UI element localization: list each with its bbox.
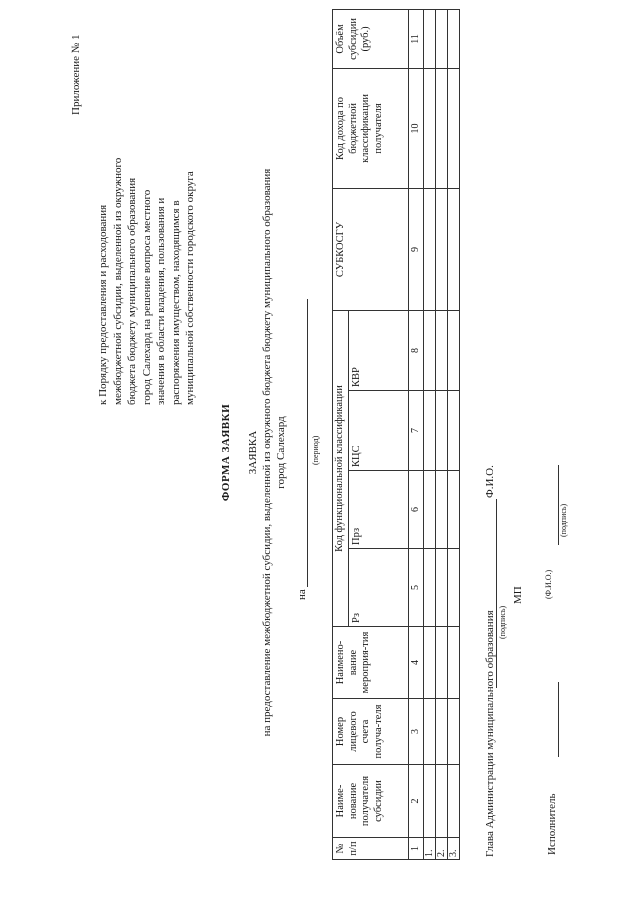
column-number: 2: [408, 765, 423, 838]
appendix-line: муниципальной собственности городского округа: [184, 171, 196, 405]
header-income-code: Код дохода по бюджетной классификации получателя: [333, 68, 409, 188]
table-cell: [447, 9, 459, 68]
column-number: 9: [408, 188, 423, 310]
table-cell: [435, 188, 447, 310]
executor-fio-label: (Ф.И.О.): [544, 569, 553, 599]
subsidy-request-table: [332, 9, 460, 860]
table-cell: [423, 310, 435, 390]
table-cell: [447, 699, 459, 765]
column-number: 6: [408, 471, 423, 549]
stamp-place-label: МП: [512, 586, 524, 604]
column-number: 11: [408, 9, 423, 68]
document-name: ЗАЯВКА: [247, 430, 259, 475]
document-subtitle-line1: на предоставление межбюджетной субсидии, выделенной из окружного бюджета бюджету муниципального образования: [261, 168, 273, 737]
head-signature-label: (подпись): [498, 605, 507, 639]
column-number: 8: [408, 310, 423, 390]
table-cell: [423, 549, 435, 627]
table-cell: [447, 627, 459, 699]
header-prz: Прз: [348, 471, 408, 549]
appendix-line: город Салехард на решение вопроса местного: [140, 189, 153, 405]
table-cell: [435, 9, 447, 68]
column-number: 1: [408, 838, 423, 860]
table-cell: [423, 471, 435, 549]
table-row: [447, 9, 459, 859]
table-cell: [447, 310, 459, 390]
header-num: № п/п: [333, 838, 409, 860]
table-cell: [423, 391, 435, 471]
table-cell: [435, 391, 447, 471]
table-row: [423, 9, 435, 859]
header-recipient-name: Наиме-нование получателя субсидии: [333, 765, 409, 838]
header-account: Номер лицевого счета получа-теля: [333, 699, 409, 765]
period-field-line: [307, 299, 308, 587]
column-number-row: [408, 9, 423, 859]
head-of-administration-label: Глава Администрации муниципального образования: [484, 610, 496, 857]
header-kvr: КВР: [348, 310, 408, 390]
table-cell: [435, 310, 447, 390]
table-cell: [423, 765, 435, 838]
table-cell: [447, 549, 459, 627]
header-amount: Объём субсидии (руб.): [333, 9, 409, 68]
table-cell: [435, 627, 447, 699]
column-number: 4: [408, 627, 423, 699]
table-cell: [435, 765, 447, 838]
column-number: 7: [408, 391, 423, 471]
appendix-line: распоряжения имуществом, находящимся в: [169, 200, 182, 405]
executor-label: Исполнитель: [546, 793, 558, 855]
appendix-line: межбюджетной субсидии, выделенной из окружного: [111, 157, 124, 405]
header-rz: Рз: [348, 549, 408, 627]
appendix-line: бюджета бюджету муниципального образования: [126, 177, 138, 405]
form-title: ФОРМА ЗАЯВКИ: [220, 403, 232, 502]
document-subtitle-line2: город Салехард: [275, 416, 287, 489]
appendix-text: [96, 15, 198, 405]
column-number: 5: [408, 549, 423, 627]
table-row: [435, 9, 447, 859]
row-number: 1.: [423, 838, 435, 860]
appendix-line: значения в области владения, пользования и: [155, 197, 167, 405]
header-event: Наимено-вание мероприя-тия: [333, 627, 409, 699]
table-cell: [447, 68, 459, 188]
column-number: 10: [408, 68, 423, 188]
table-cell: [423, 9, 435, 68]
table-cell: [435, 68, 447, 188]
table-cell: [423, 188, 435, 310]
period-label: (период): [311, 435, 320, 465]
executor-signature-label: (подпись): [559, 503, 568, 537]
table-cell: [435, 471, 447, 549]
head-signature-line: [496, 541, 497, 688]
header-subkosgu: СУБКОСГУ: [333, 188, 409, 310]
table-cell: [447, 765, 459, 838]
head-fio: Ф.И.О.: [484, 465, 496, 498]
executor-fio-line: [558, 682, 559, 757]
row-number: 2.: [435, 838, 447, 860]
head-fio-line: [496, 499, 497, 543]
table-cell: [435, 699, 447, 765]
table-cell: [423, 68, 435, 188]
header-func-code: Код функциональной классификации: [333, 310, 349, 626]
row-number: 3.: [447, 838, 459, 860]
period-prefix: на: [296, 589, 308, 600]
table-cell: [447, 188, 459, 310]
table-cell: [447, 471, 459, 549]
column-number: 3: [408, 699, 423, 765]
appendix-line: к Порядку предоставления и расходования: [97, 204, 109, 405]
table-cell: [423, 627, 435, 699]
table-cell: [423, 699, 435, 765]
appendix-title: Приложение № 1: [70, 34, 82, 115]
table-cell: [447, 391, 459, 471]
table-cell: [435, 549, 447, 627]
header-kcs: КЦС: [348, 391, 408, 471]
